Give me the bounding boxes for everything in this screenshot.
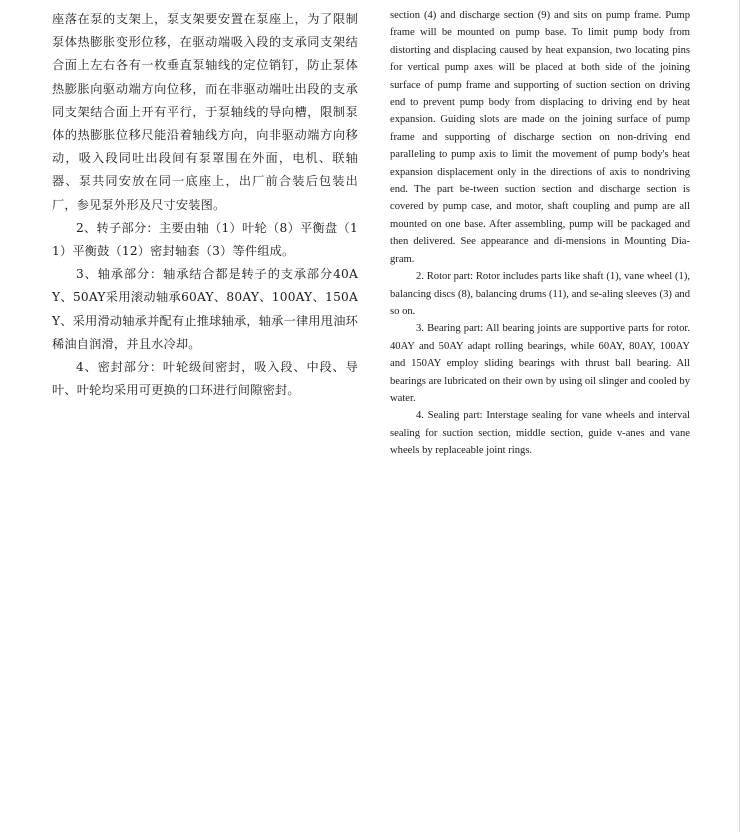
- chinese-paragraph-pump-frame: 座落在泵的支架上，泵支架要安置在泵座上，为了限制泵体热膨胀变形位移，在驱动端吸入段的支承同支架结合面上左右各有一枚垂直泵轴线的定位销钉，防止泵体热膨胀向驱动端方向位移，而在非驱动端吐出段的支承同支架结合面上开有平行，于泵轴线的导向槽，限制泵体的热膨胀位移尺能沿着轴线方向，向非驱动端方向移动，吸入段同吐出段间有泵罩围在外面，电机、联轴器、泵共同安放在同一底座上，出厂前合装后包装出厂，参见泵外形及尺寸安装图。: [52, 12, 358, 212]
- english-paragraph-pump-frame: section (4) and discharge section (9) and sits on pump frame. Pump frame will be mounted on pump base. To limit pump body from distorting and displacing caused by heat expansion, two locating pins for vertical pump axes will be placed at both side of the joining surface of pump frame and supporting of suction section on driving end to prevent pump body from displacing to driving end by heat expansion. Guiding slots are made on the joining surface of pump frame and supporting of discharge section on non-driving end paralleling to pump axis to limit the movement of pump body's heat expansion displacement only in the directions of axis to nondriving end. The part be-tween suction section and discharge section is covered by pump case, and motor, shaft coupling and pump are all mounted on one base. After assembling, pump will be packaged and then delivered. See appearance and di-mensions in Mounting Dia-gram.: [390, 10, 690, 265]
- chinese-paragraph-rotor: 2、转子部分：主要由轴（1）叶轮（8）平衡盘（11）平衡鼓（12）密封轴套（3）等件组成。: [52, 220, 358, 259]
- chinese-paragraph-sealing: 4、密封部分：叶轮级间密封，吸入段、中段、导叶、叶轮均采用可更换的口环进行间隙密封。: [52, 360, 358, 398]
- english-paragraph-rotor: 2. Rotor part: Rotor includes parts like shaft (1), vane wheel (1), balancing discs (8), balancing drums (11), and se-aling sleeves (3) and so on.: [390, 271, 690, 317]
- english-text-column: [390, 7, 690, 460]
- english-paragraph-bearing: 3. Bearing part: All bearing joints are supportive parts for rotor. 40AY and 50AY adapt rolling bearings, while 60AY, 80AY, 100AY and 150AY employ sliding bearings with thrust ball bearing. All bearings are lubricated on their own by using oil slinger and cooled by water.: [390, 323, 690, 404]
- english-paragraph-sealing: 4. Sealing part: Interstage sealing for vane wheels and interval sealing for suction section, middle section, guide v-anes and vane wheels by replaceable joint rings.: [390, 410, 690, 457]
- chinese-text-column: [52, 8, 358, 402]
- chinese-paragraph-bearing: 3、轴承部分：轴承结合都是转子的支承部分40AY、50AY采用滚动轴承60AY、80AY、100AY、150AY、采用滑动轴承并配有止推球轴承，轴承一律用甩油环稀油自润滑，并且水冷却。: [52, 267, 358, 351]
